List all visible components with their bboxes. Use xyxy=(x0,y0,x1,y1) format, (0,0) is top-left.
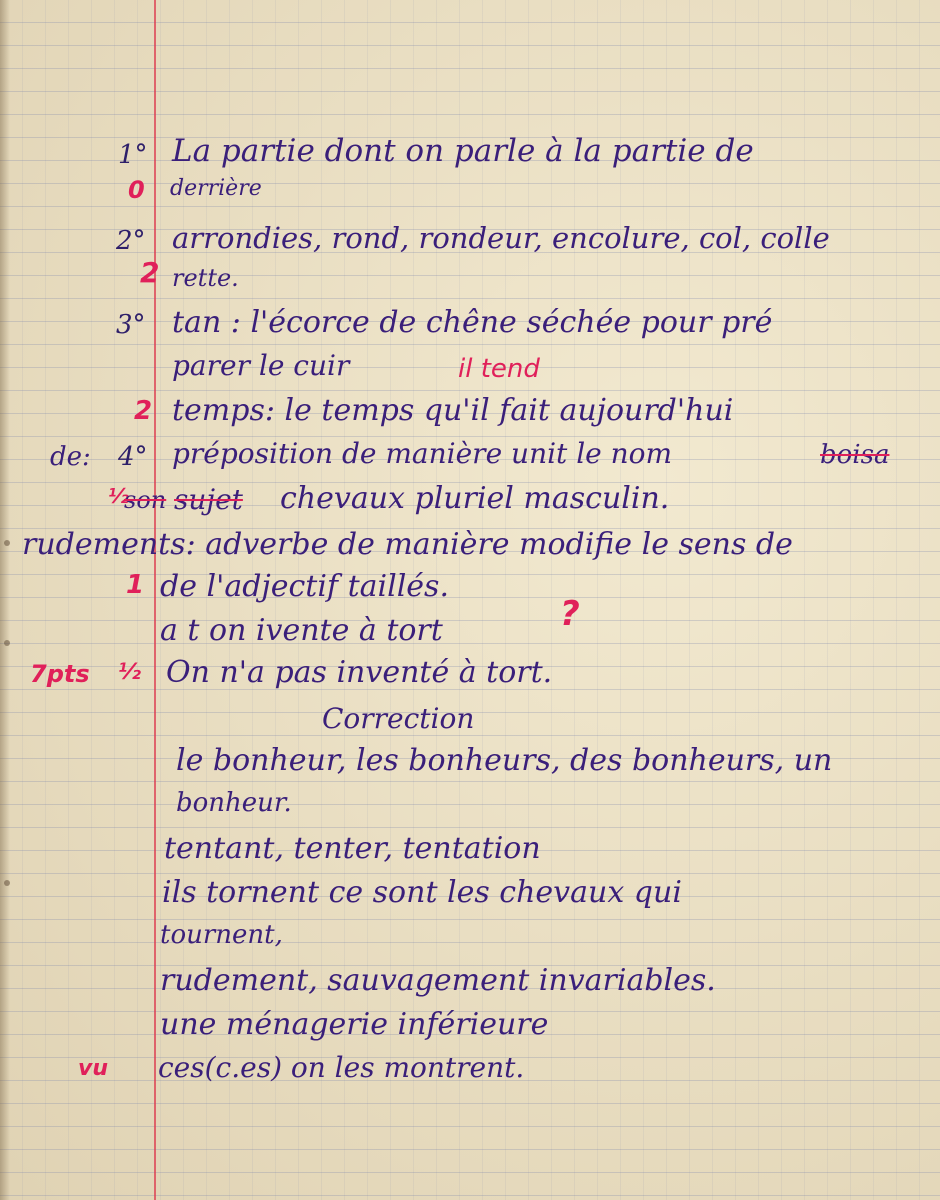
correction-line: ils tornent ce sont les chevaux qui xyxy=(162,875,682,910)
grade-mark: vu xyxy=(78,1056,109,1081)
struck-word: boisa xyxy=(820,440,890,470)
teacher-correction: il tend xyxy=(458,354,540,384)
answer-line: de l'adjectif taillés. xyxy=(160,569,449,604)
binding-hole xyxy=(4,540,10,546)
correction-line: bonheur. xyxy=(176,788,292,818)
binding-edge xyxy=(0,0,10,1200)
correction-line: le bonheur, les bonheurs, des bonheurs, un xyxy=(176,743,833,778)
struck-word: son xyxy=(124,486,167,514)
answer-line: a t on ivente à tort xyxy=(160,613,443,648)
grade-mark: ? xyxy=(560,594,580,634)
answer-line: temps: le temps qu'il fait aujourd'hui xyxy=(172,393,734,428)
grade-mark: 2 xyxy=(134,396,153,426)
grade-mark: ½ xyxy=(118,660,141,685)
correction-line: rudement, sauvagement invariables. xyxy=(160,963,716,998)
answer-line: tan : l'écorce de chêne séchée pour pré xyxy=(172,305,773,340)
grade-mark: 0 xyxy=(128,176,145,204)
margin-line xyxy=(154,0,156,1200)
answer-line: La partie dont on parle à la partie de xyxy=(172,133,754,169)
binding-hole xyxy=(4,880,10,886)
correction-line: tournent, xyxy=(160,920,283,950)
question-number: 4° xyxy=(118,442,148,472)
answer-line: préposition de manière unit le nom xyxy=(172,437,673,470)
answer-line: rette. xyxy=(172,264,239,292)
correction-line: tentant, tenter, tentation xyxy=(164,831,541,866)
answer-line: rudements: adverbe de manière modifie le sens de xyxy=(22,527,793,562)
answer-line: arrondies, rond, rondeur, encolure, col, colle xyxy=(172,221,830,255)
margin-word: de: xyxy=(50,442,91,472)
grade-mark: ½ xyxy=(108,484,129,508)
question-number: 3° xyxy=(116,310,146,340)
total-score: 7pts xyxy=(30,660,90,688)
question-number: 2° xyxy=(116,226,146,256)
binding-hole xyxy=(4,640,10,646)
correction-line: une ménagerie inférieure xyxy=(160,1007,549,1042)
question-number: 1° xyxy=(118,140,148,170)
correction-line: ces(c.es) on les montrent. xyxy=(158,1051,525,1084)
grade-mark: 1 xyxy=(126,570,145,600)
struck-word: sujet xyxy=(174,483,243,516)
answer-line: derrière xyxy=(170,176,262,201)
answer-line: chevaux pluriel masculin. xyxy=(280,481,670,516)
correction-heading: Correction xyxy=(322,702,475,735)
answer-line: parer le cuir xyxy=(172,349,350,382)
answer-line: On n'a pas inventé à tort. xyxy=(166,655,553,690)
grade-mark: 2 xyxy=(140,256,160,289)
